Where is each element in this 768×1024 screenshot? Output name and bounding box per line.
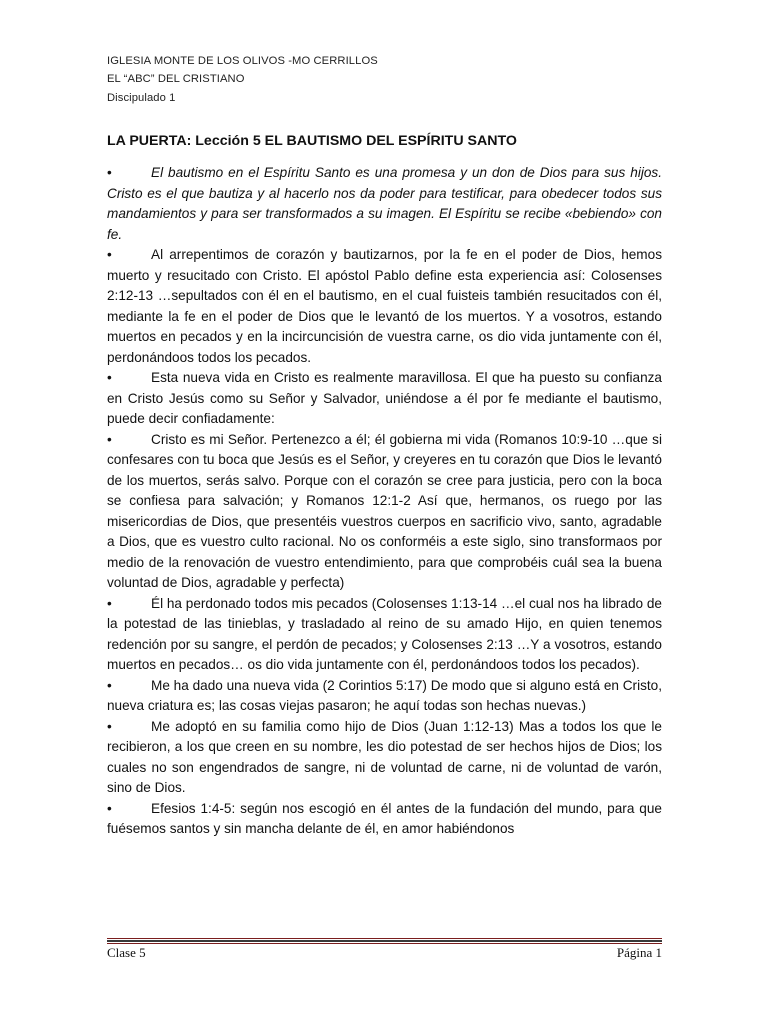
bullet: • [107, 718, 112, 734]
header-church-name: IGLESIA MONTE DE LOS OLIVOS -MO CERRILLOS [107, 55, 378, 67]
paragraph-5 [107, 594, 662, 676]
paragraph-text: Esta nueva vida en Cristo es realmente maravillosa. El que ha puesto su confianza en Cristo Jesús como su Señor y Salvador, uniéndose a él por fe mediante el bautismo, puede decir confiadamente: [107, 370, 662, 426]
lesson-body [107, 163, 662, 840]
paragraph-text: Al arrepentimos de corazón y bautizarnos, por la fe en el poder de Dios, hemos muerto y resucitado con Cristo. El apóstol Pablo define esta experiencia así: Colosenses 2:12-13 …sepultados con él en el bautismo, en el cual fuisteis también resucitados con él, mediante la fe en el poder de Dios que le levantó de los muertos. Y a vosotros, estando muertos en pecados y en la incircuncisión de vuestra carne, os dio vida juntamente con él, perdonándoos todos los pecados. [107, 247, 662, 365]
bullet: • [107, 165, 112, 180]
header-course-name: EL “ABC” DEL CRISTIANO [107, 73, 245, 86]
bullet: • [107, 370, 112, 385]
footer-divider-inner [107, 940, 662, 942]
paragraph-2 [107, 245, 662, 368]
paragraph-4 [107, 430, 662, 594]
paragraph-6 [107, 676, 662, 717]
bullet: • [107, 595, 112, 611]
paragraph-text: Me adoptó en su familia como hijo de Dios (Juan 1:12-13) Mas a todos los que le recibieron, a los que creen en su nombre, les dio potestad de ser hechos hijos de Dios; los cuales no son engendrados de sangre, ni de voluntad de carne, ni de voluntad de varón, sino de Dios. [107, 718, 662, 795]
bullet: • [107, 800, 112, 816]
bullet: • [107, 247, 112, 262]
header-level: Discipulado 1 [107, 91, 176, 104]
page-header [107, 52, 667, 107]
paragraph-7 [107, 717, 662, 799]
bullet: • [107, 677, 112, 693]
paragraph-text: Me ha dado una nueva vida (2 Corintios 5:17) De modo que si alguno está en Cristo, nueva criatura es; las cosas viejas pasaron; he aquí todas son hechas nuevas.) [107, 677, 662, 713]
paragraph-text: Cristo es mi Señor. Pertenezco a él; él gobierna mi vida (Romanos 10:9-10 …que si confesares con tu boca que Jesús es el Señor, y creyeres en tu corazón que Dios le levantó de los muertos, serás salvo. Porque con el corazón se cree para justicia, pero con la boca se confiesa para salvación; y Romanos 12:1-2 Así que, hermanos, os ruego por las misericordias de Dios, que presentéis vuestros cuerpos en sacrificio vivo, santo, agradable a Dios, que es vuestro culto racional. No os conforméis a este siglo, sino transformaos por medio de la renovación de vuestro entendimiento, para que comprobéis cuál sea la buena voluntad de Dios, agradable y perfecta) [107, 431, 662, 590]
paragraph-text: Efesios 1:4-5: según nos escogió en él antes de la fundación del mundo, para que fuésemos santos y sin mancha delante de él, en amor habiéndonos [107, 800, 662, 836]
paragraph-3 [107, 368, 662, 430]
paragraph-text: El bautismo en el Espíritu Santo es una promesa y un don de Dios para sus hijos. Cristo es el que bautiza y al hacerlo nos da poder para testificar, para obedecer todos sus mandamientos y para ser transformados a su imagen. El Espíritu se recibe «bebiendo» con fe. [107, 165, 662, 242]
bullet: • [107, 431, 112, 447]
paragraph-text: Él ha perdonado todos mis pecados (Colosenses 1:13-14 …el cual nos ha librado de la potestad de las tinieblas, y trasladado al reino de su amado Hijo, en quien tenemos redención por su sangre, el perdón de pecados; y Colosenses 2:13 …Y a vosotros, estando muertos en pecados… os dio vida juntamente con él, perdonándoos todos los pecados). [107, 595, 662, 672]
footer-divider [107, 938, 662, 944]
lesson-title: LA PUERTA: Lección 5 EL BAUTISMO DEL ESPÍRITU SANTO [107, 133, 517, 149]
paragraph-8 [107, 799, 662, 840]
paragraph-1 [107, 163, 662, 245]
footer-page-number: Página 1 [616, 945, 662, 960]
footer-class-label: Clase 5 [107, 945, 146, 960]
